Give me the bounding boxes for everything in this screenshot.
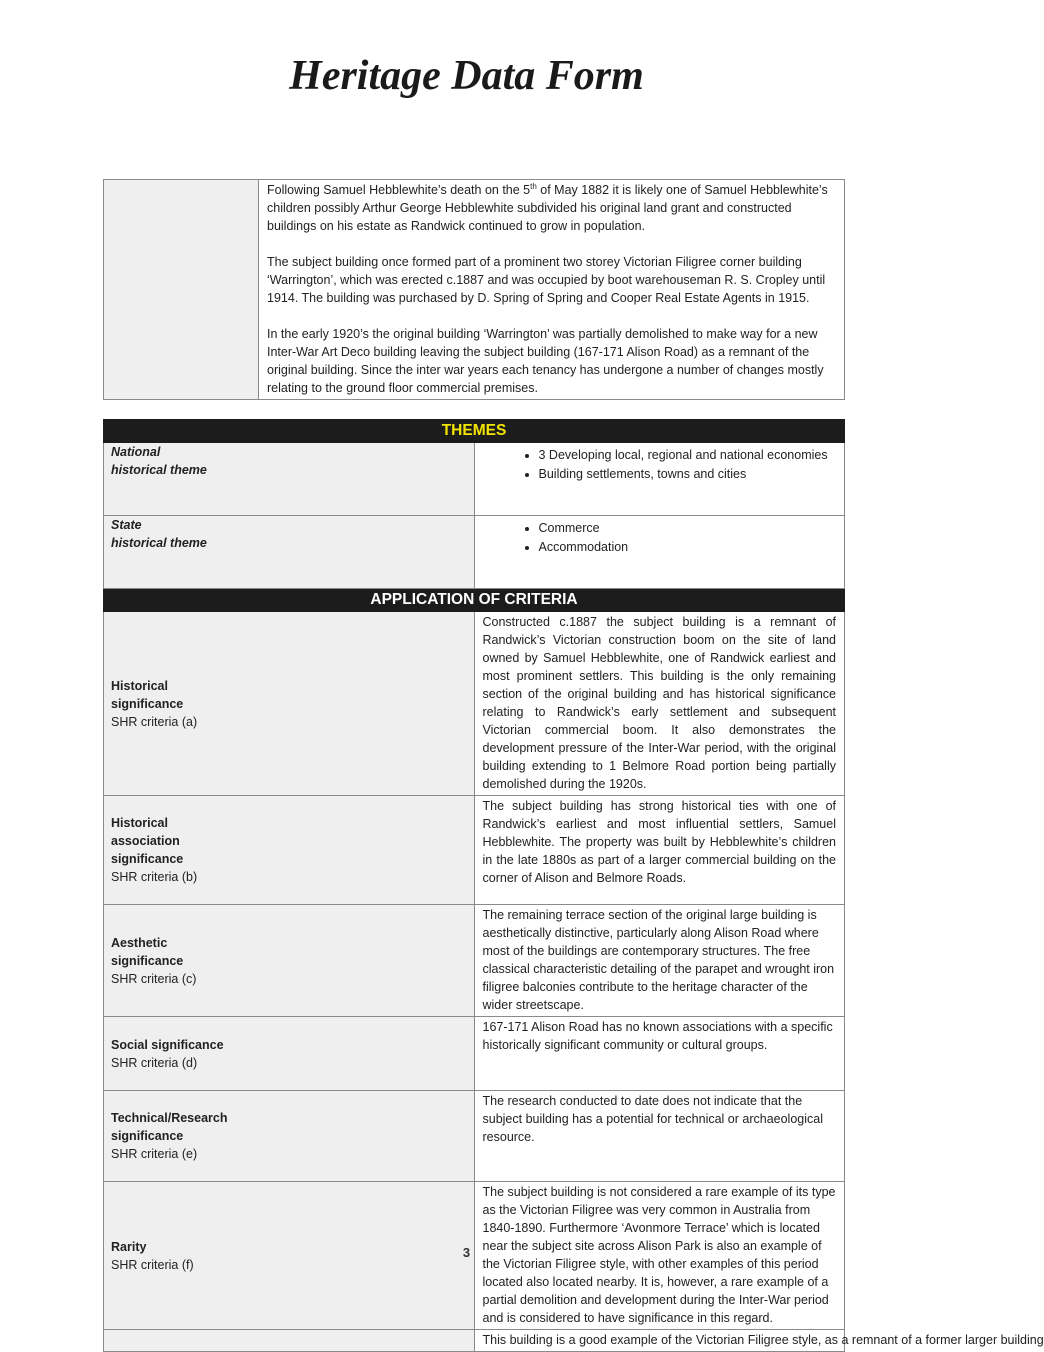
list-item: • 3 Developing local, regional and national economies — [539, 446, 837, 465]
criteria-header: APPLICATION OF CRITERIA — [104, 589, 845, 612]
history-paragraph-3: In the early 1920’s the original building ‘Warrington’ was partially demolished to make way for a new Inter-War Art Deco building leaving the subject building (167-171 Alison Road) as a remnant of the original building. Since the inter war years each tenancy has undergone a number of changes mostly relating to the ground floor commercial premises. — [267, 327, 824, 395]
criteria-c-label: Aesthetic significance SHR criteria (c) — [104, 905, 475, 1017]
criteria-c-row — [104, 905, 845, 1017]
state-theme-row — [104, 516, 845, 589]
criteria-b-text: The subject building has strong historical ties with one of Randwick’s earliest and most influential settlers, Samuel Hebblewhite. The property was built by Hebblewhite’s children in the late 1880s as part of a larger commercial building on the corner of Alison and Belmore Roads. — [474, 796, 845, 905]
criteria-f-label: Rarity SHR criteria (f) — [104, 1182, 475, 1330]
criteria-d-label: Social significance SHR criteria (d) — [104, 1017, 475, 1091]
history-paragraph-1: Following Samuel Hebblewhite’s death on the 5th of May 1882 it is likely one of Samuel Hebblewhite’s children possibly Arthur George Hebblewhite subdivided his original land grant and constructed buildings on his estate as Randwick continued to grow in population. — [267, 181, 828, 233]
national-theme-list — [483, 446, 837, 484]
national-theme-list-cell — [474, 443, 845, 516]
themes-header: THEMES — [104, 420, 845, 443]
criteria-g-text: This building is a good example of the Victorian Filigree style, as a remnant of a former larger building — [474, 1330, 845, 1352]
list-item: • Building settlements, towns and cities — [539, 465, 837, 484]
criteria-a-label: Historical significance SHR criteria (a) — [104, 612, 475, 796]
list-item: • Commerce — [539, 519, 837, 538]
national-theme-row — [104, 443, 845, 516]
list-item: • Accommodation — [539, 538, 837, 557]
criteria-e-row — [104, 1091, 845, 1182]
history-row — [104, 180, 845, 400]
state-theme-list — [483, 519, 837, 557]
page-title: Heritage Data Form — [289, 53, 644, 99]
history-paragraph-2: The subject building once formed part of a prominent two storey Victorian Filigree corner building ‘Warrington’, which was erected c.1887 and was occupied by boot warehouseman R. S. Cropley until 1914. The building was purchased by D. Spring of Spring and Cooper Real Estate Agents in 1915. — [267, 255, 826, 305]
criteria-c-text: The remaining terrace section of the original large building is aesthetically distinctive, particularly along Alison Road where most of the buildings are contemporary structures. The free classical characteristic detailing of the parapet and wrought iron filigree balconies contribute to the heritage character of the wider streetscape. — [474, 905, 845, 1017]
history-table — [103, 179, 845, 400]
history-text-cell — [259, 180, 845, 400]
criteria-f-text: The subject building is not considered a rare example of its type as the Victorian Filigree was very common in Australia from 1840-1890. Furthermore ‘Avonmore Terrace’ which is located near the subject site across Alison Park is also an example of the Victorian Filigree style, with other examples of this period located also located nearby. It is, however, a rare example of a partial demolition and development during the Inter-War period and is considered to have significance in this regard. — [474, 1182, 845, 1330]
history-label-cell — [104, 180, 259, 400]
themes-criteria-table — [103, 419, 1044, 1352]
state-theme-list-cell — [474, 516, 845, 589]
criteria-a-row — [104, 612, 845, 796]
page-number: 3 — [462, 1245, 471, 1260]
criteria-b-row — [104, 796, 845, 905]
criteria-d-text: 167-171 Alison Road has no known associations with a specific historically significant community or cultural groups. — [474, 1017, 845, 1091]
criteria-e-label: Technical/Research significance SHR criteria (e) — [104, 1091, 475, 1182]
criteria-b-label: Historical association significance SHR criteria (b) — [104, 796, 475, 905]
criteria-a-text: Constructed c.1887 the subject building is a remnant of Randwick’s Victorian construction boom on the site of land owned by Samuel Hebblewhite, one of Randwick earliest and most prominent settlers. This building is the only remaining section of the original building and has historical significance relating to Randwick’s early settlement and subsequent Victorian commercial boom. It also demonstrates the development pressure of the Inter-War period, with the original building extending to 1 Belmore Road portion being partially demolished during the 1920s. — [474, 612, 845, 796]
criteria-g-row — [104, 1330, 845, 1352]
criteria-header-row — [104, 589, 845, 612]
national-theme-label: National historical theme — [104, 443, 475, 516]
state-theme-label: State historical theme — [104, 516, 475, 589]
criteria-d-row — [104, 1017, 845, 1091]
themes-header-row — [104, 420, 845, 443]
criteria-e-text: The research conducted to date does not indicate that the subject building has a potential for technical or archaeological resource. — [474, 1091, 845, 1182]
criteria-g-label — [104, 1330, 475, 1352]
